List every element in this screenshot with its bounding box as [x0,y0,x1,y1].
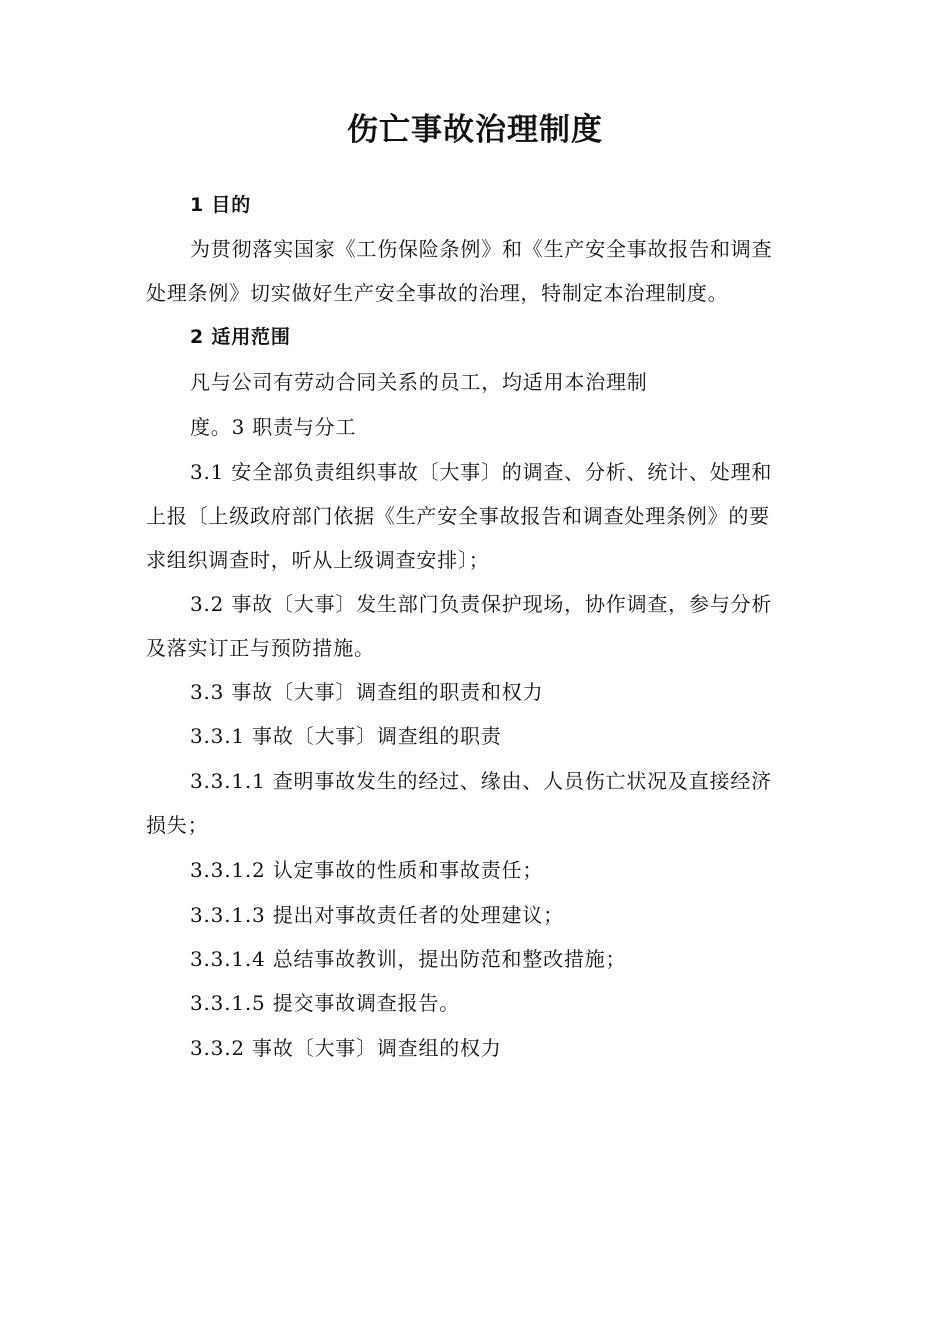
paragraph-line: 度。3 职责与分工 [190,415,357,439]
paragraph-line: 为贯彻落实国家《工伤保险条例》和《生产安全事故报告和调查 [190,237,773,261]
paragraph-line: 3.2 事故〔大事〕发生部门负责保护现场，协作调查，参与分析 [190,592,773,616]
paragraph-line: 3.3 事故〔大事〕调查组的职责和权力 [190,680,544,704]
paragraph-line: 3.3.1.3 提出对事故责任者的处理建议； [190,903,564,927]
paragraph-line: 及落实订正与预防措施。 [146,636,375,660]
paragraph-line: 3.1 安全部负责组织事故〔大事〕的调查、分析、统计、处理和 [190,460,773,484]
paragraph-line: 3.3.1.1 查明事故发生的经过、缘由、人员伤亡状况及直接经济 [190,769,772,793]
paragraph-line: 上报〔上级政府部门依据《生产安全事故报告和调查处理条例》的要 [146,504,770,528]
paragraph-line: 3.3.1.5 提交事故调查报告。 [190,991,460,1015]
section-heading-scope: 2 适用范围 [190,326,291,348]
paragraph-line: 处理条例》切实做好生产安全事故的治理，特制定本治理制度。 [146,281,729,305]
document-title: 伤亡事故治理制度 [347,112,603,148]
paragraph-line: 凡与公司有劳动合同关系的员工，均适用本治理制 [190,370,648,394]
paragraph-line: 3.3.2 事故〔大事〕调查组的权力 [190,1036,502,1060]
paragraph-line: 3.3.1.2 认定事故的性质和事故责任； [190,858,544,882]
paragraph-line: 损失； [146,813,209,837]
paragraph-line: 3.3.1.4 总结事故教训，提出防范和整改措施； [190,947,627,971]
section-heading-purpose: 1 目的 [190,194,252,216]
paragraph-line: 3.3.1 事故〔大事〕调查组的职责 [190,724,502,748]
paragraph-line: 求组织调查时，听从上级调查安排〕； [146,548,490,572]
